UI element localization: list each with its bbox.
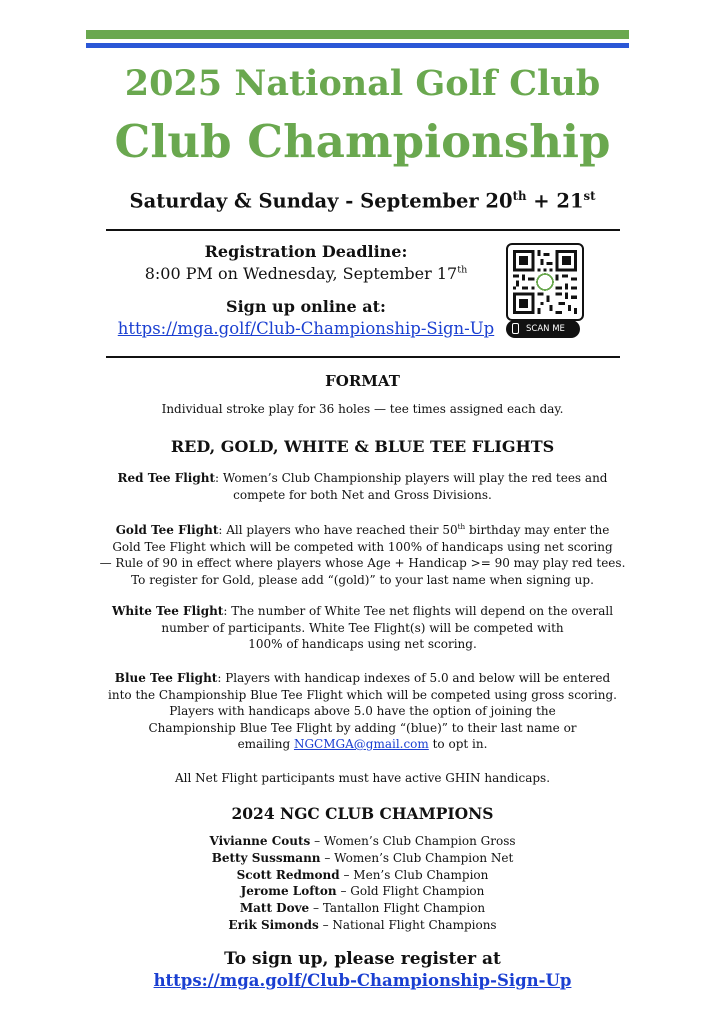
deadline-value: 8:00 PM on Wednesday, September 17th (144, 264, 468, 283)
blue-tee-flight-paragraph: Blue Tee Flight: Players with handicap indexes of 5.0 and below will be entered into the Championship Blue Tee Flight which will be competed using gross scoring. Players with handicaps above 5.0 have the option of joining the Championship Blue Tee Flight by adding “(blue)” to their last name or emailing NGCMGA@gmail.com to opt in. (108, 671, 617, 751)
signup-link[interactable]: https://mga.golf/Club-Championship-Sign-Up (117, 319, 495, 338)
divider (106, 356, 620, 358)
red-tee-flight-paragraph: Red Tee Flight: Women’s Club Championship players will play the red tees and compete for both Net and Gross Divisions. (117, 471, 608, 502)
list-item: Vivianne Couts – Women’s Club Champion Gross (209, 834, 516, 848)
white-tee-flight-name: White Tee Flight (111, 604, 224, 618)
champions-heading: 2024 NGC CLUB CHAMPIONS (231, 804, 494, 823)
format-text: Individual stroke play for 36 holes — tee times assigned each day. (161, 402, 564, 416)
blue-tee-flight-name: Blue Tee Flight (114, 671, 218, 685)
flights-heading: RED, GOLD, WHITE & BLUE TEE FLIGHTS (170, 437, 555, 456)
divider (106, 229, 620, 231)
list-item: Jerome Lofton – Gold Flight Champion (240, 884, 485, 899)
format-heading: FORMAT (325, 372, 400, 390)
gold-tee-flight-paragraph: Gold Tee Flight: All players who have reached their 50th birthday may enter the Gold Tee Flight which will be competed with 100% of handicaps using net scoring — Rule of 90 in effect where players whose Age + Handicap >= 90 may play red tees. To register for Gold, please add “(gold)” to your last name when signing up. (99, 522, 626, 587)
event-title: Club Championship (114, 115, 611, 168)
phone-icon (512, 323, 519, 334)
scan-me-badge (506, 320, 580, 338)
footer-text: To sign up, please register at (224, 949, 501, 969)
event-dates: Saturday & Sunday - September 20th + 21st (129, 189, 596, 213)
champions-list (60, 833, 665, 934)
ghin-note: All Net Flight participants must have active GHIN handicaps. (174, 771, 551, 785)
top-green-rule (86, 30, 629, 39)
footer-signup-link[interactable]: https://mga.golf/Club-Championship-Sign-Up (153, 971, 572, 990)
deadline-label: Registration Deadline: (204, 242, 408, 261)
white-tee-flight-paragraph: White Tee Flight: The number of White Tee net flights will depend on the overall number of participants. White Tee Flight(s) will be competed with 100% of handicaps using net scoring. (111, 604, 614, 651)
list-item: Scott Redmond – Men’s Club Champion (236, 867, 489, 882)
list-item: Erik Simonds – National Flight Champions (228, 917, 497, 932)
red-tee-flight-name: Red Tee Flight (117, 471, 215, 485)
signup-label: Sign up online at: (226, 297, 386, 316)
scan-me-label: SCAN ME (526, 324, 565, 334)
email-link[interactable]: NGCMGA@gmail.com (293, 737, 429, 751)
list-item: Betty Sussmann – Women’s Club Champion Net (211, 850, 514, 865)
qr-code-icon[interactable] (506, 243, 584, 321)
gold-tee-flight-name: Gold Tee Flight (115, 523, 219, 537)
event-year-title: 2025 National Golf Club (124, 63, 601, 104)
list-item: Matt Dove – Tantallon Flight Champion (239, 901, 486, 916)
top-blue-rule (86, 43, 629, 48)
